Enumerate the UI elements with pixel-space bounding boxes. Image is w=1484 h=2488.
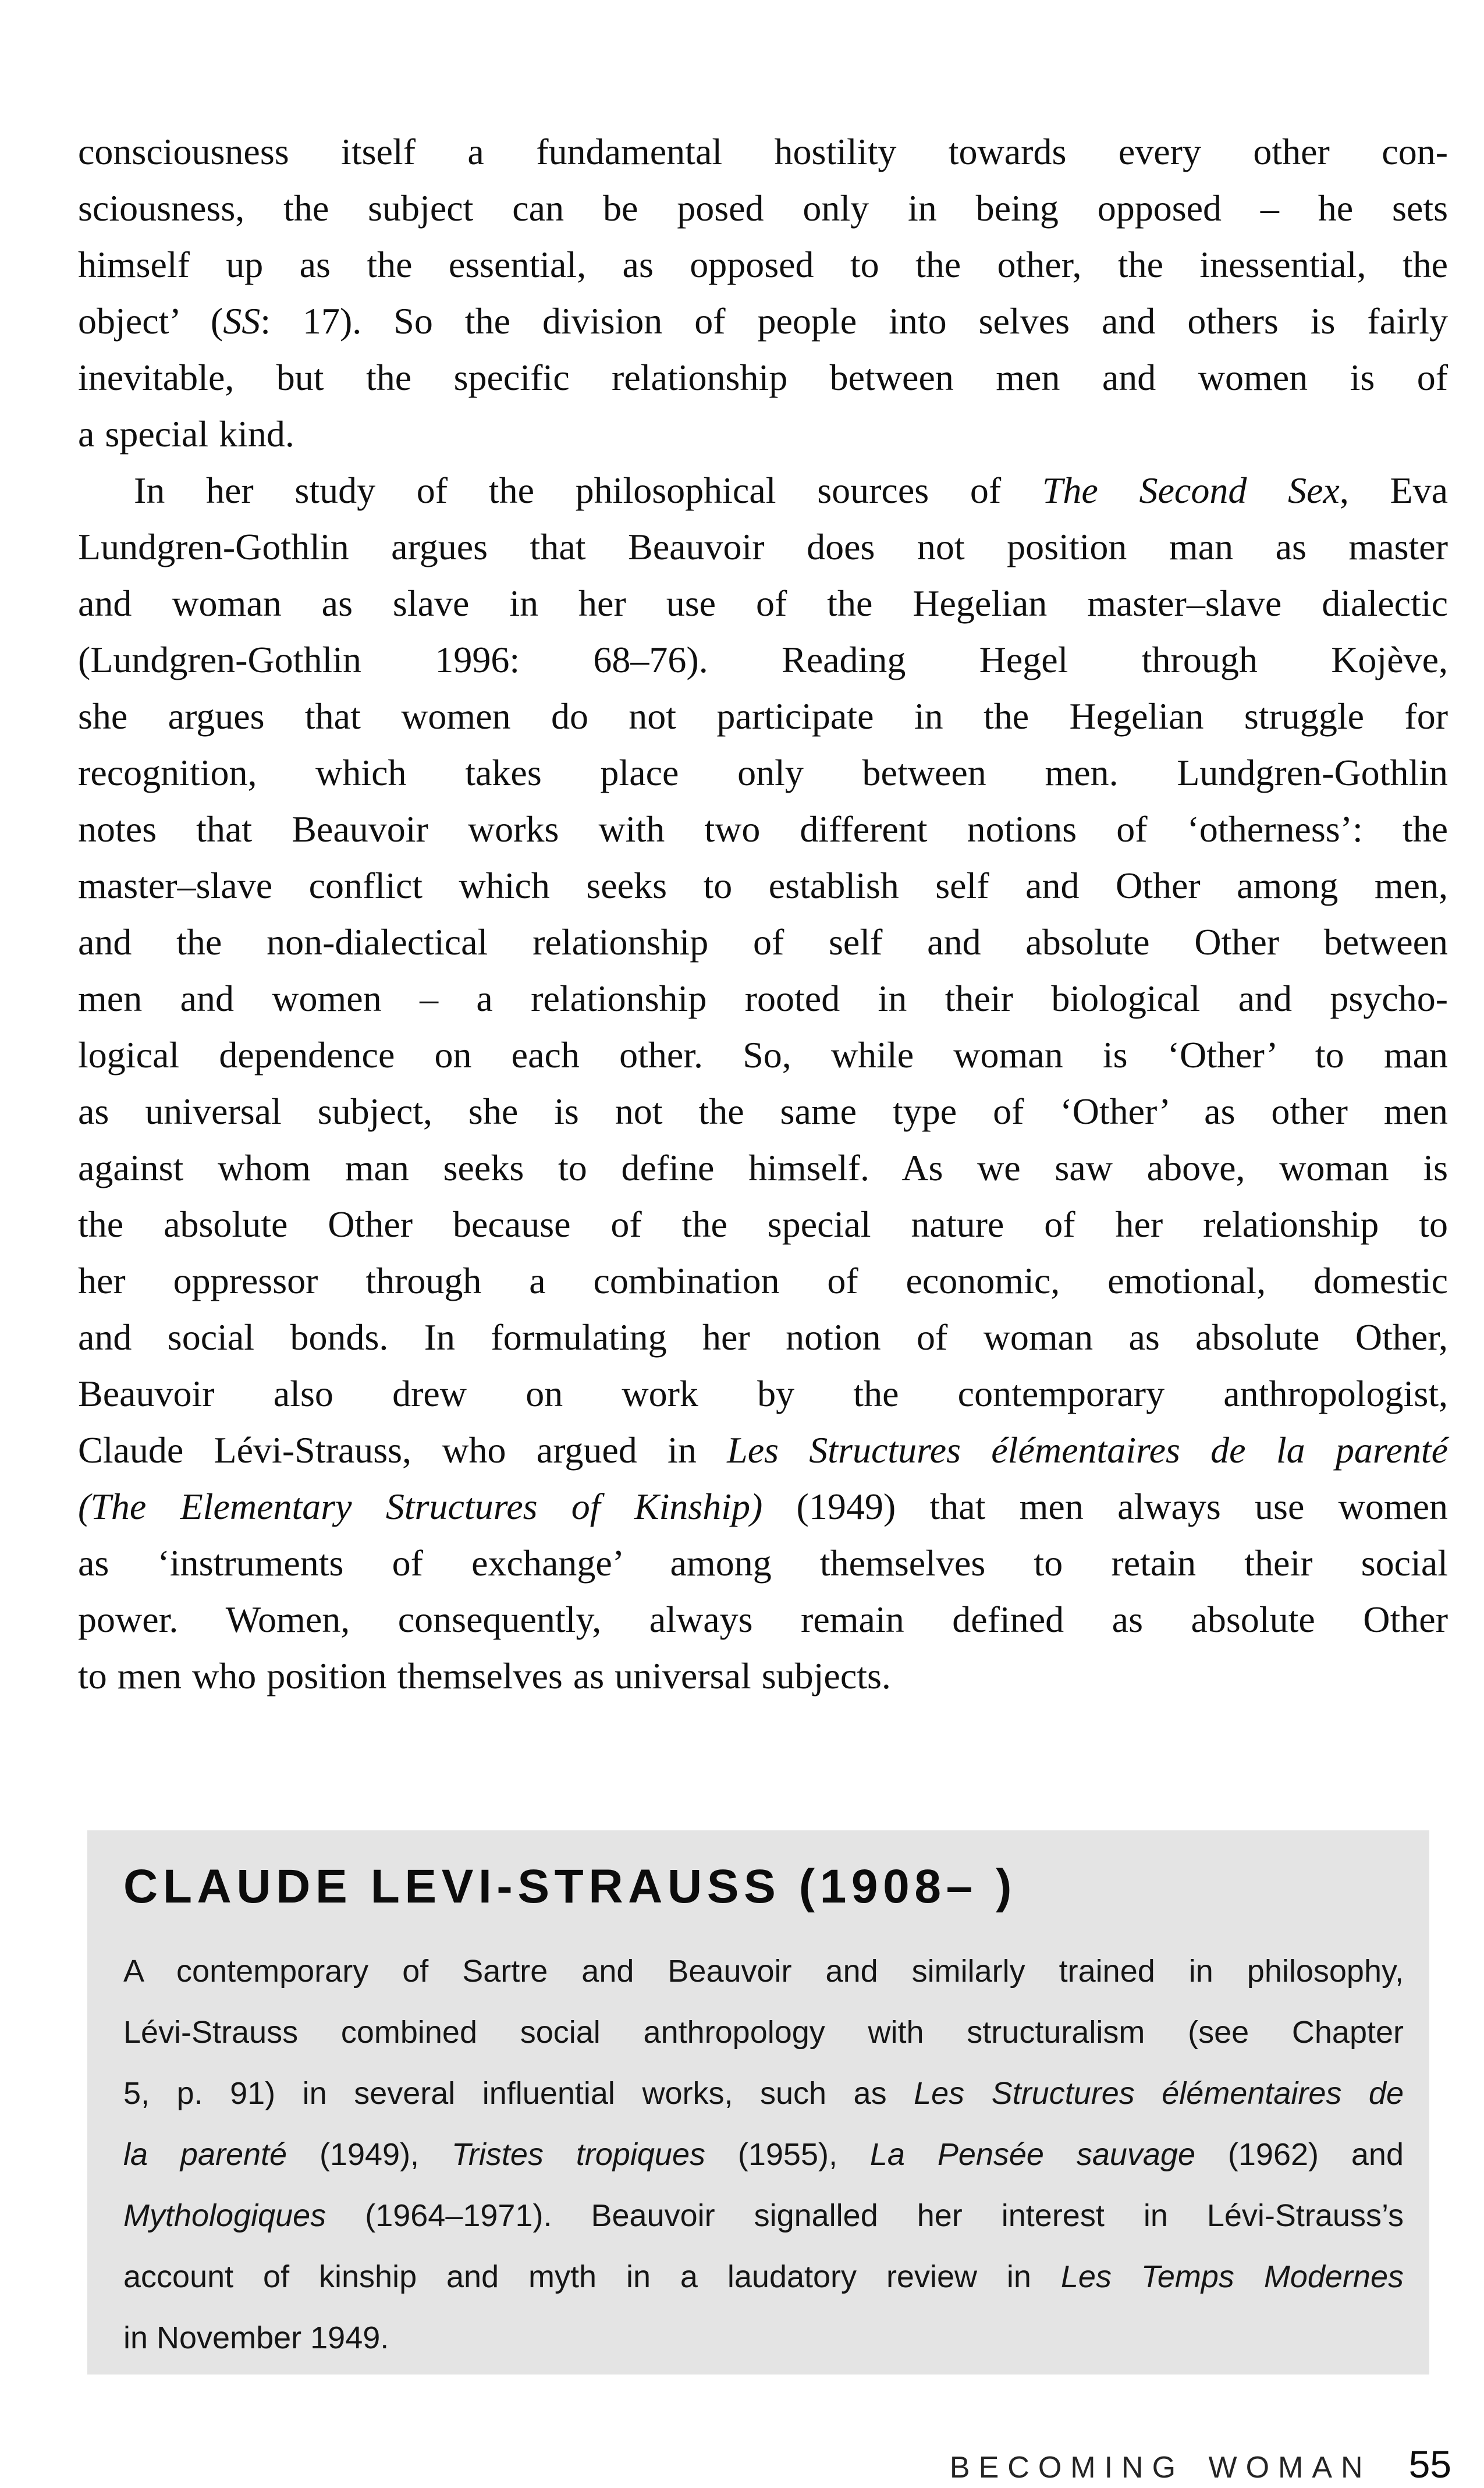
italic-text: Les Structures élémentaires de la parenté bbox=[727, 1429, 1448, 1471]
text-line: notes that Beauvoir works with two different notions of ‘otherness’: the bbox=[78, 808, 1448, 850]
page-number: 55 bbox=[1408, 2443, 1451, 2486]
text-line: power. Women, consequently, always remain defined as absolute Other bbox=[78, 1599, 1448, 1640]
text-line: to men who position themselves as universal subjects. bbox=[78, 1655, 891, 1696]
text-line: a special kind. bbox=[78, 413, 294, 455]
page-footer bbox=[950, 2442, 1451, 2486]
text-line: the absolute Other because of the special nature of her relationship to bbox=[78, 1204, 1448, 1245]
paragraph-2 bbox=[78, 462, 1448, 1704]
text-line: account of kinship and myth in a laudatory review in Les Temps Modernes bbox=[123, 2259, 1404, 2294]
text-line: Claude Lévi-Strauss, who argued in Les Structures élémentaires de la parenté bbox=[78, 1429, 1448, 1471]
text-line: and woman as slave in her use of the Hegelian master–slave dialectic bbox=[78, 583, 1448, 624]
text-line: consciousness itself a fundamental hostility towards every other con- bbox=[78, 131, 1448, 172]
text-line: inevitable, but the specific relationship between men and women is of bbox=[78, 357, 1448, 398]
text-line: Lévi-Strauss combined social anthropology with structuralism (see Chapter bbox=[123, 2015, 1404, 2050]
text-line: In her study of the philosophical sources of The Second Sex, Eva bbox=[134, 470, 1448, 511]
text-line: as universal subject, she is not the same type of ‘Other’ as other men bbox=[78, 1091, 1448, 1132]
info-box-body bbox=[123, 1941, 1404, 2369]
italic-text: Tristes tropiques bbox=[451, 2137, 705, 2172]
text-line: object’ (SS: 17). So the division of people into selves and others is fairly bbox=[78, 300, 1449, 342]
italic-text: Les Temps Modernes bbox=[1060, 2259, 1404, 2294]
text-line: 5, p. 91) in several influential works, such as Les Structures élémentaires de bbox=[123, 2076, 1404, 2111]
text-line: and the non-dialectical relationship of self and absolute Other between bbox=[78, 921, 1448, 963]
text-line: against whom man seeks to define himself. As we saw above, woman is bbox=[78, 1147, 1448, 1188]
text-line: master–slave conflict which seeks to establish self and Other among men, bbox=[78, 865, 1448, 906]
paragraph-1 bbox=[78, 123, 1448, 462]
italic-text: (The Elementary Structures of Kinship) bbox=[78, 1486, 763, 1527]
text-line: as ‘instruments of exchange’ among themselves to retain their social bbox=[78, 1542, 1448, 1584]
text-line: men and women – a relationship rooted in their biological and psycho- bbox=[78, 978, 1448, 1019]
text-line: A contemporary of Sartre and Beauvoir and similarly trained in philosophy, bbox=[123, 1954, 1404, 1989]
text-line: himself up as the essential, as opposed to the other, the inessential, the bbox=[78, 244, 1448, 285]
info-box-heading: CLAUDE LEVI-STRAUSS (1908– ) bbox=[123, 1860, 1017, 1913]
italic-text: SS bbox=[223, 300, 261, 342]
text-line: la parenté (1949), Tristes tropiques (1955), La Pensée sauvage (1962) and bbox=[123, 2137, 1404, 2172]
text-line: recognition, which takes place only between men. Lundgren-Gothlin bbox=[78, 752, 1448, 793]
text-line: logical dependence on each other. So, while woman is ‘Other’ to man bbox=[78, 1034, 1448, 1076]
text-line: Beauvoir also drew on work by the contemporary anthropologist, bbox=[78, 1373, 1448, 1414]
text-line: sciousness, the subject can be posed only in being opposed – he sets bbox=[78, 187, 1448, 229]
text-line: and social bonds. In formulating her notion of woman as absolute Other, bbox=[78, 1316, 1448, 1358]
body-text bbox=[78, 123, 1448, 1704]
text-line: her oppressor through a combination of economic, emotional, domestic bbox=[78, 1260, 1448, 1301]
italic-text: Les Structures élémentaires de bbox=[914, 2076, 1404, 2111]
text-line: (The Elementary Structures of Kinship) (1949) that men always use women bbox=[78, 1486, 1448, 1527]
text-line: she argues that women do not participate in the Hegelian struggle for bbox=[78, 695, 1448, 737]
italic-text: The Second Sex bbox=[1042, 470, 1340, 511]
running-title: BECOMING WOMAN bbox=[949, 2451, 1372, 2485]
text-line: in November 1949. bbox=[123, 2320, 389, 2355]
levi-strauss-info-box bbox=[87, 1830, 1429, 2375]
text-line: Lundgren-Gothlin argues that Beauvoir does not position man as master bbox=[78, 526, 1448, 567]
italic-text: la parenté bbox=[123, 2137, 287, 2172]
italic-text: La Pensée sauvage bbox=[869, 2137, 1196, 2172]
text-line: (Lundgren-Gothlin 1996: 68–76). Reading Hegel through Kojève, bbox=[78, 639, 1448, 680]
text-line: Mythologiques (1964–1971). Beauvoir signalled her interest in Lévi-Strauss’s bbox=[123, 2198, 1404, 2233]
italic-text: Mythologiques bbox=[123, 2198, 326, 2233]
